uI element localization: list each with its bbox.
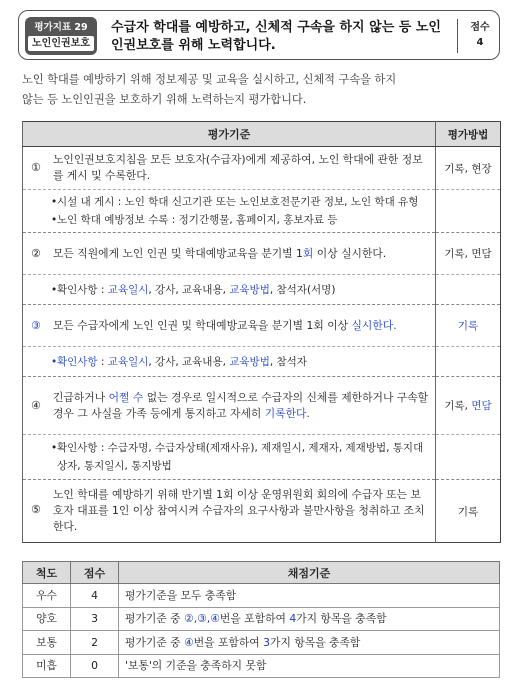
criteria-item-2 xyxy=(23,233,501,275)
item-number: ④ xyxy=(31,399,41,412)
sub-text: 확인사항 : 수급자명, 수급자상태(제재사유), 제재일시, 제재자, 제재방법, 통지대상자, 통지일시, 통지방법 xyxy=(57,442,424,472)
criteria-item-4 xyxy=(23,377,501,435)
item-number: ③ xyxy=(31,319,41,332)
item-number: ② xyxy=(31,247,41,260)
criteria-table xyxy=(22,121,501,543)
criteria-sub-1 xyxy=(23,190,501,233)
item-method: 기록 xyxy=(436,480,501,543)
header-divider xyxy=(457,19,458,53)
sub-text: : xyxy=(97,355,108,368)
standard-text: 번을 포함하여 xyxy=(193,635,264,649)
method-text-highlight: 면담 xyxy=(471,400,492,412)
grade-cell: 미흡 xyxy=(23,654,71,678)
standard-text: 평가기준 중 xyxy=(125,635,185,649)
item-method xyxy=(436,377,501,435)
sub-text-highlight: 교육방법 xyxy=(229,355,270,368)
badge-category: 노인인권보호 xyxy=(28,36,94,51)
standard-text: 평가기준 중 xyxy=(125,612,185,626)
item-text: 없는 경우로 일시적으로 수급자의 신체를 제한하거나 구속할 경우 그 사실을 가족 등에게 통지하고 자세히 xyxy=(53,390,429,420)
indicator-title xyxy=(111,19,441,55)
scoring-table xyxy=(22,561,500,678)
criteria-header: 평가기준 xyxy=(23,122,436,147)
item-text-highlight: 회 xyxy=(302,246,314,260)
indicator-badge xyxy=(25,17,97,55)
bullet-icon: • xyxy=(51,214,58,226)
item-text: 노인 학대를 예방하기 위해 반기별 1회 이상 운영위원회 회의에 수급자 또는 보호자 대표를 1인 이상 참여시켜 수급자의 요구사항과 불만사항을 청취하고 조치한다. xyxy=(53,488,425,533)
item-number: ⑤ xyxy=(31,503,41,516)
sub-text-highlight: 확인사항 xyxy=(57,355,98,368)
bullet-icon: • xyxy=(51,196,58,208)
points-header: 점수 xyxy=(71,562,119,584)
criteria-item-1 xyxy=(23,147,501,190)
sub-item-text: 노인 학대 예방정보 수록 : 정기간행물, 홈페이지, 홍보자료 등 xyxy=(57,214,338,226)
title-line-1: 수급자 학대를 예방하고, 신체적 구속을 하지 않는 등 노인 xyxy=(111,20,441,35)
points-cell: 3 xyxy=(71,607,119,631)
sub-item xyxy=(51,193,429,211)
criteria-header-row xyxy=(23,122,501,147)
sub-item-text: 시설 내 게시 : 노인 학대 신고기관 또는 노인보호전문기관 정보, 노인 학대 유형 xyxy=(57,196,419,208)
sub-text-highlight: 교육일시 xyxy=(107,355,149,368)
intro-line-2: 않는 등 노인인권을 보호하기 위해 노력하는지 평가합니다. xyxy=(22,93,307,106)
badge-number: 평가지표 29 xyxy=(34,22,88,33)
intro-line-1: 노인 학대를 예방하기 위해 정보제공 및 교육을 실시하고, 신체적 구속을 하지 xyxy=(22,73,397,86)
item-method: 기록, 현장 xyxy=(436,147,501,190)
grade-cell: 양호 xyxy=(23,607,71,631)
points-cell: 4 xyxy=(71,584,119,608)
standard-highlight: ②,③,④ xyxy=(184,612,220,626)
bullet-icon: • xyxy=(51,283,58,296)
sub-text: , 강사, 교육내용, xyxy=(148,355,230,368)
criteria-sub-3 xyxy=(23,347,501,377)
criteria-item-3 xyxy=(23,305,501,347)
score-box xyxy=(459,20,501,50)
scoring-row xyxy=(23,631,500,655)
standard-highlight: ④ xyxy=(184,635,194,649)
sub-text-highlight: 교육방법 xyxy=(229,283,270,296)
standard-cell: '보통'의 기준을 충족하지 못함 xyxy=(119,654,500,678)
standard-header: 채점기준 xyxy=(119,562,500,584)
standard-text: 번을 포함하여 xyxy=(219,612,290,626)
item-text: 노인인권보호지침을 모든 보호자(수급자)에게 제공하여, 노인 학대에 관한 정보를 게시 및 수록한다. xyxy=(53,153,423,182)
method-header: 평가방법 xyxy=(436,122,501,147)
grade-header: 척도 xyxy=(23,562,71,584)
standard-highlight: 3 xyxy=(263,635,271,649)
scoring-row xyxy=(23,584,500,608)
item-text-highlight: 기록한다. xyxy=(264,406,310,420)
standard-text: 가지 항목을 충족함 xyxy=(270,635,361,649)
intro-text xyxy=(22,70,500,110)
standard-text: 가지 항목을 충족함 xyxy=(296,612,387,626)
item-number: ① xyxy=(31,161,41,174)
item-method: 기록 xyxy=(436,305,501,347)
sub-text: 확인사항 : xyxy=(57,283,108,296)
criteria-sub-4 xyxy=(23,435,501,480)
standard-cell xyxy=(119,631,500,655)
title-line-2: 인권보호를 위해 노력합니다. xyxy=(111,38,276,53)
scoring-row xyxy=(23,607,500,631)
standard-cell xyxy=(119,607,500,631)
item-method: 기록, 면담 xyxy=(436,233,501,275)
item-text: 이상 실시한다. xyxy=(313,246,387,260)
sub-item xyxy=(51,211,429,229)
standard-highlight: 4 xyxy=(289,612,297,626)
indicator-header xyxy=(18,10,500,60)
criteria-sub-2 xyxy=(23,275,501,305)
criteria-item-5 xyxy=(23,480,501,543)
sub-text: , 참석자(서명) xyxy=(269,283,336,296)
item-text-highlight: 어쩔 수 xyxy=(108,390,144,404)
scoring-header-row xyxy=(23,562,500,584)
score-value: 4 xyxy=(476,37,484,48)
item-text: 긴급하거나 xyxy=(53,390,109,404)
method-text: 기록, xyxy=(444,400,472,412)
sub-text-highlight: 교육일시 xyxy=(107,283,149,296)
points-cell: 2 xyxy=(71,631,119,655)
score-label: 점수 xyxy=(470,22,490,33)
item-text-highlight: 실시한다. xyxy=(351,318,397,332)
scoring-row xyxy=(23,654,500,678)
points-cell: 0 xyxy=(71,654,119,678)
bullet-icon: • xyxy=(51,442,58,454)
grade-cell: 보통 xyxy=(23,631,71,655)
item-text: 모든 수급자에게 노인 인권 및 학대예방교육을 분기별 1회 이상 xyxy=(53,318,352,332)
sub-text: , 참석자 xyxy=(269,355,307,368)
standard-cell: 평가기준을 모두 충족함 xyxy=(119,584,500,608)
sub-text: , 강사, 교육내용, xyxy=(148,283,230,296)
item-text: 모든 직원에게 노인 인권 및 학대예방교육을 분기별 1 xyxy=(53,246,303,260)
grade-cell: 우수 xyxy=(23,584,71,608)
bullet-icon: • xyxy=(51,355,58,368)
